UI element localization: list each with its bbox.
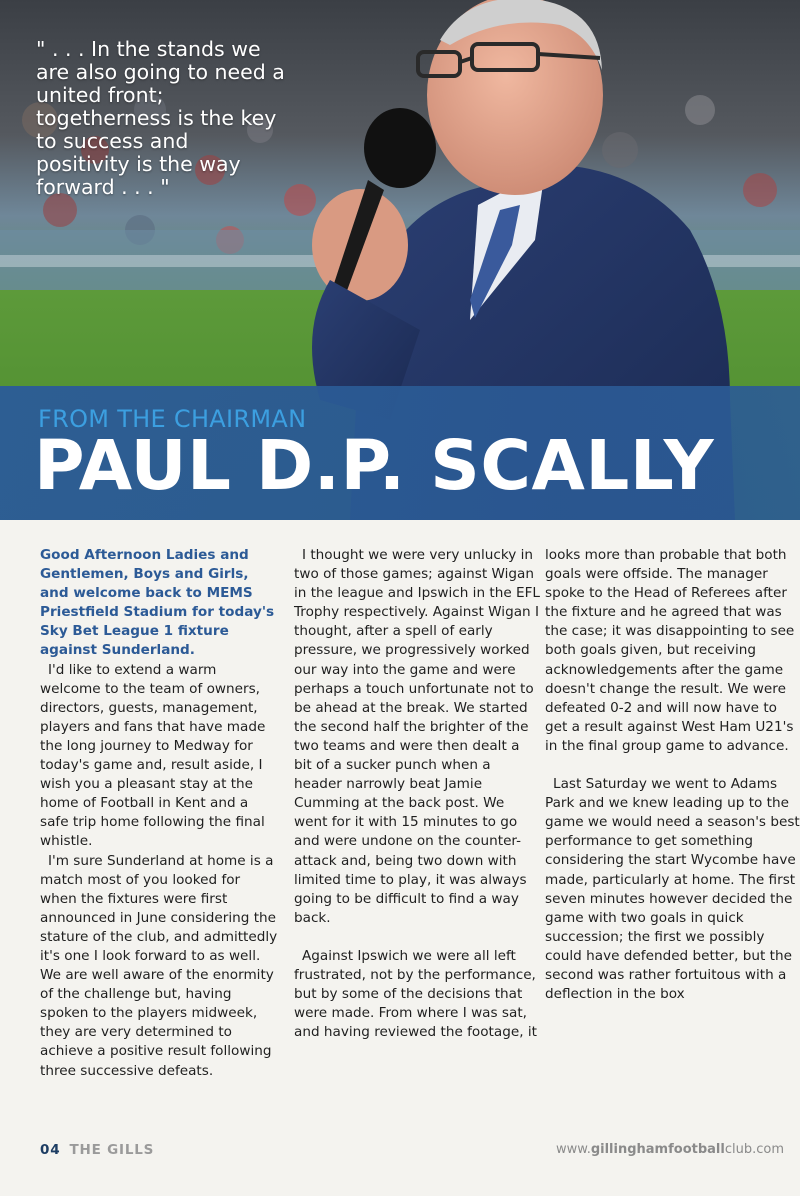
article-lead: Good Afternoon Ladies and Gentlemen, Boys and Girls, and welcome back to MEMS Priestfield Stadium for today's Sky Bet League 1 fixture against Sunderland. xyxy=(40,547,275,659)
url-suffix: club.com xyxy=(724,1142,784,1157)
page-footer-left xyxy=(40,1142,154,1158)
article-column-1 xyxy=(40,546,278,1081)
article-column-2 xyxy=(294,546,540,1042)
hero-section xyxy=(0,0,800,520)
section-kicker: FROM THE CHAIRMAN xyxy=(38,405,307,433)
article-paragraph: Last Saturday we went to Adams Park and we knew leading up to the game we would need a season's best performance to get something considering the start Wycombe have made, particularly at home. The first seven minutes however decided the game with two goals in quick succession; the first we possibly could have defended better, but the second was rather fortuitous with a deflection in the box xyxy=(545,776,800,1003)
article-column-3 xyxy=(545,546,800,1004)
url-domain: gillinghamfootball xyxy=(590,1142,725,1157)
article-paragraph: looks more than probable that both goals were offside. The manager spoke to the Head of Referees after the fixture and he agreed that was the case; it was disappointing to see both goals given, but receiving acknowledgements after the game doesn't change the result. We were defeated 0-2 and will now have to get a result against West Ham U21's in the final group game to advance. xyxy=(545,547,795,754)
page-title: PAUL D.P. SCALLY xyxy=(34,426,715,506)
article-paragraph: I thought we were very unlucky in two of those games; against Wigan in the league and Ipswich in the EFL Trophy respectively. Against Wigan I thought, after a spell of early pressure, we progressively worked our way into the game and were perhaps a touch unfortunate not to be ahead at the break. We started the second half the brighter of the two teams and were then dealt a bit of a sucker punch when a header narrowly beat Jamie Cumming at the back post. We went for it with 15 minutes to go and were undone on the counter-attack and, being two down with limited time to play, it was always going to be difficult to find a way back. xyxy=(294,547,540,926)
page-number: 04 xyxy=(40,1142,61,1158)
article-paragraph: Against Ipswich we were all left frustrated, not by the performance, but by some of the decisions that were made. From where I was sat, and having reviewed the footage, it xyxy=(294,947,537,1041)
pull-quote: " . . . In the stands we are also going to need a united front; togetherness is the key to success and positivity is the way forward . . . " xyxy=(36,37,285,199)
url-prefix: www. xyxy=(556,1142,591,1157)
article-paragraph: I'd like to extend a warm welcome to the team of owners, directors, guests, management, players and fans that have made the long journey to Medway for today's game and, result aside, I wish you a pleasant stay at the home of Football in Kent and a safe trip home following the final whistle. xyxy=(40,661,266,850)
website-url xyxy=(556,1142,784,1157)
article-body xyxy=(40,546,800,1121)
article-paragraph: I'm sure Sunderland at home is a match most of you looked for when the fixtures were first announced in June considering the stature of the club, and admittedly it's one I look forward to as well. We are well aware of the enormity of the challenge but, having spoken to the players midweek, they are very determined to achieve a positive result following three successive defeats. xyxy=(40,852,278,1079)
magazine-name: THE GILLS xyxy=(69,1142,155,1158)
